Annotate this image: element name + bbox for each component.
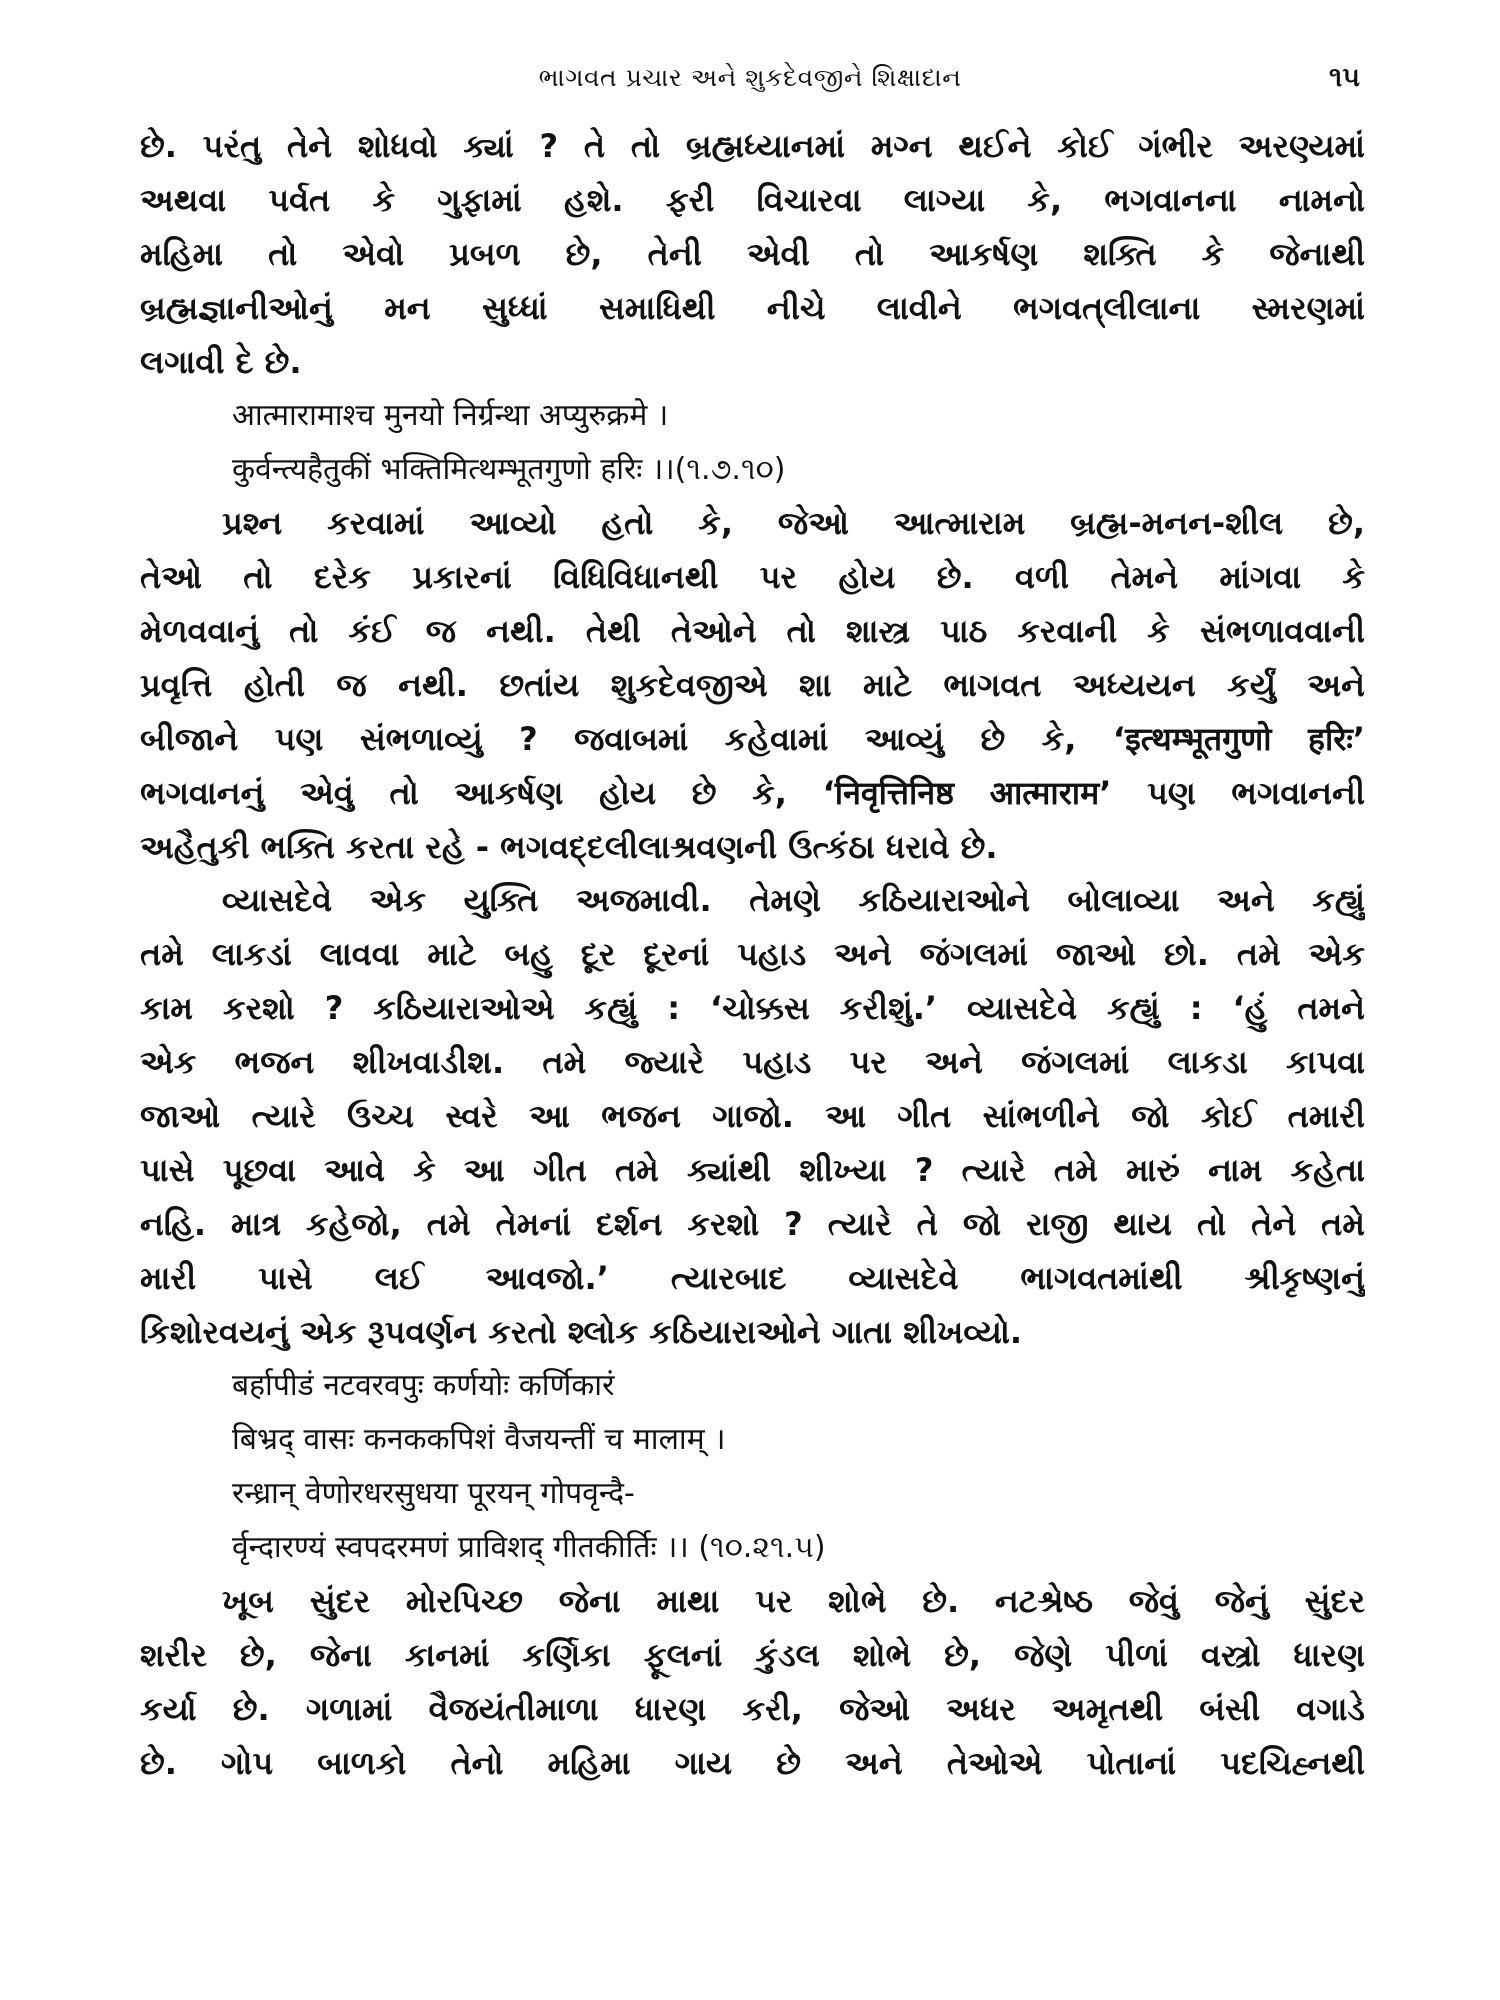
text-line: નહિ. માત્ર કહેજો, તમે તેમનાં દર્શન કરશો ? ત્યારે તે જો રાજી થાય તો તેને તમે (140, 1204, 1365, 1243)
text-line: શરીર છે, જેના કાનમાં કર્ણિકા ફૂલનાં કુંડલ શોભે છે, જેણે પીળાં વસ્ત્રો ધારણ (140, 1635, 1365, 1674)
text-line: પ્રવૃત્તિ હોતી જ નથી. છતાંય શુકદેવજીએ શા માટે ભાગવત અધ્યયન કર્યું અને (140, 665, 1365, 704)
paragraph-first-line: પ્રશ્ન કરવામાં આવ્યો હતો કે, જેઓ આત્મારામ બ્રહ્મ-મનન-શીલ છે, (222, 504, 1365, 543)
sanskrit-verse-line: बर्हापीडं नटवरवपुः कर्णयोः कर्णिकारं (232, 1368, 615, 1404)
text-line: છે. ગોપ બાળકો તેનો મહિમા ગાય છે અને તેઓએ પોતાનાં પદચિહ્નથી (140, 1743, 1365, 1782)
text-line: કર્યા છે. ગળામાં વૈજયંતીમાળા ધારણ કરી, જેઓ અધર અમૃતથી બંસી વગાડે (140, 1689, 1365, 1728)
text-line: અથવા પર્વત કે ગુફામાં હશે. ફરી વિચારવા લાગ્યા કે, ભગવાનના નામનો (140, 180, 1365, 219)
text-line: ભગવાનનું એવું તો આકર્ષણ હોય છે કે, ‘निवृत्तिनिष्ठ आत्माराम’ પણ ભગવાનની (140, 773, 1365, 812)
running-header (140, 62, 1360, 102)
text-line: મેળવવાનું તો કંઈ જ નથી. તેથી તેઓને તો શાસ્ત્ર પાઠ કરવાની કે સંભળાવવાની (140, 612, 1365, 651)
sanskrit-verse-line: बिभ्रद् वासः कनककपिशं वैजयन्तीं च मालाम् । (232, 1422, 726, 1458)
sanskrit-verse-line: र्वृन्दारण्यं स्वपदरमणं प्राविशद् गीतकीर्तिः ।। (૧૦.૨૧.૫) (232, 1530, 826, 1566)
sanskrit-verse-line: रन्ध्रान् वेणोरधरसुधया पूरयन् गोपवृन्दै- (232, 1476, 635, 1512)
text-line: લગાવી દે છે. (140, 342, 302, 381)
sanskrit-verse-line: आत्मारामाश्च मुनयो निर्ग्रन्था अप्युरुक्रमे । (232, 398, 669, 434)
paragraph-first-line: ખૂબ સુંદર મોરપિચ્છ જેના માથા પર શોભે છે. નટશ્રેષ્ઠ જેવું જેનું સુંદર (222, 1582, 1365, 1621)
text-line: કિશોરવયનું એક રૂપવર્ણન કરતો શ્લોક કઠિયારાઓને ગાતા શીખવ્યો. (140, 1312, 1023, 1351)
sanskrit-verse-line: कुर्वन्त्यहैतुकीं भक्तिमित्थम्भूतगुणो हरिः ।।(૧.૭.૧૦) (232, 452, 786, 488)
text-line: છે. પરંતુ તેને શોધવો ક્યાં ? તે તો બ્રહ્મધ્યાનમાં મગ્ન થઈને કોઈ ગંભીર અરણ્યમાં (140, 127, 1365, 165)
text-line: મહિમા તો એવો પ્રબળ છે, તેની એવી તો આકર્ષણ શક્તિ કે જેનાથી (140, 234, 1365, 273)
paragraph-first-line: વ્યાસદેવે એક યુક્તિ અજમાવી. તેમણે કઠિયારાઓને બોલાવ્યા અને કહ્યું (222, 881, 1365, 920)
text-line: તમે લાકડાં લાવવા માટે બહુ દૂર દૂરનાં પહાડ અને જંગલમાં જાઓ છો. તમે એક (140, 935, 1365, 974)
text-line: મારી પાસે લઈ આવજો.’ ત્યારબાદ વ્યાસદેવે ભાગવતમાંથી શ્રીકૃષ્ણનું (140, 1258, 1365, 1297)
page-number: ૧૫ (1329, 62, 1360, 93)
running-title: ભાગવત પ્રચાર અને શુકદેવજીને શિક્ષાદાન (538, 63, 962, 92)
text-line: અહૈતુકી ભક્તિ કરતા રહે - ભગવદ્દલીલાશ્રવણની ઉત્કંઠા ધરાવે છે. (140, 827, 998, 866)
text-line: કામ કરશો ? કઠિયારાઓએ કહ્યું : ‘ચોક્કસ કરીશું.’ વ્યાસદેવે કહ્યું : ‘હું તમને (140, 989, 1365, 1028)
text-line: પાસે પૂછવા આવે કે આ ગીત તમે ક્યાંથી શીખ્યા ? ત્યારે તમે મારું નામ કહેતા (140, 1150, 1365, 1189)
text-line: જાઓ ત્યારે ઉચ્ચ સ્વરે આ ભજન ગાજો. આ ગીત સાંભળીને જો કોઈ તમારી (140, 1097, 1365, 1136)
text-line: બીજાને પણ સંભળાવ્યું ? જવાબમાં કહેવામાં આવ્યું છે કે, ‘इत्थम्भूतगुणो हरिः’ (140, 719, 1365, 758)
text-line: બ્રહ્મજ્ઞાનીઓનું મન સુધ્ધાં સમાધિથી નીચે લાવીને ભગવત્‌લીલાના સ્મરણમાં (140, 288, 1365, 327)
text-line: એક ભજન શીખવાડીશ. તમે જ્યારે પહાડ પર અને જંગલમાં લાકડા કાપવા (140, 1043, 1365, 1082)
text-line: તેઓ તો દરેક પ્રકારનાં વિધિવિધાનથી પર હોય છે. વળી તેમને માંગવા કે (140, 558, 1365, 597)
body-text (140, 120, 1365, 1791)
